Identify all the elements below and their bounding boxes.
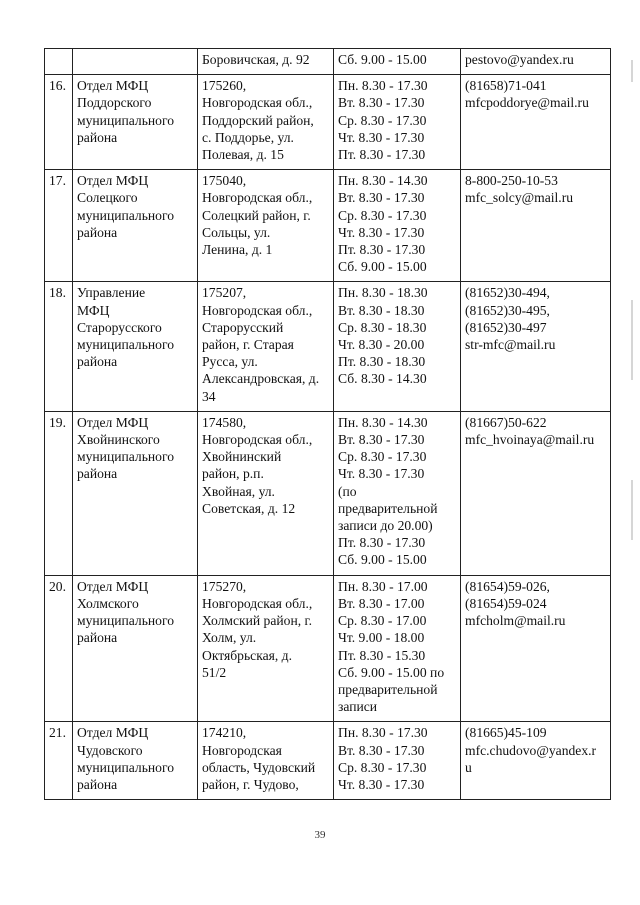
row-number-line: 19. (49, 414, 66, 430)
row-number-line: 17. (49, 173, 66, 189)
office-contacts-cell (461, 282, 611, 411)
office-name-line: Поддорского (77, 95, 152, 111)
table-row (45, 282, 611, 411)
office-contacts-cell (461, 722, 611, 800)
office-address-line: Поддорский район, (202, 112, 314, 128)
working-hours-line: записи до 20.00) (338, 518, 433, 534)
office-address-line: Советская, д. 12 (202, 500, 296, 516)
working-hours-line: Ср. 8.30 - 17.00 (338, 613, 427, 629)
office-contacts-cell (461, 170, 611, 282)
office-address-line: 174580, (202, 414, 247, 430)
table-row (45, 49, 611, 75)
office-contacts-cell (461, 49, 611, 75)
office-address-line: Холмский район, г. (202, 613, 312, 629)
office-address-cell (198, 575, 334, 722)
working-hours-line: Пт. 8.30 - 17.30 (338, 147, 426, 163)
office-name-cell (73, 49, 198, 75)
office-name-line: района (77, 466, 118, 482)
working-hours-line: Чт. 9.00 - 18.00 (338, 630, 425, 646)
working-hours-line: Чт. 8.30 - 17.30 (338, 224, 425, 240)
office-contacts-line: (81654)59-026, (465, 578, 550, 594)
working-hours-line: Ср. 8.30 - 17.30 (338, 207, 427, 223)
office-address-line: Новгородская обл., (202, 302, 313, 318)
office-contacts-cell (461, 411, 611, 575)
office-address-line: Боровичская, д. 92 (202, 52, 310, 67)
row-number-line: 20. (49, 578, 66, 594)
office-name-line: муниципального (77, 613, 175, 629)
office-address-line: с. Поддорье, ул. (202, 129, 294, 145)
office-contacts-line: (81654)59-024 (465, 595, 547, 611)
office-contacts-line: u (465, 759, 472, 775)
office-name-line: Отдел МФЦ (77, 578, 149, 594)
office-address-line: Новгородская (202, 742, 282, 758)
office-name-cell (73, 170, 198, 282)
working-hours-line: Вт. 8.30 - 18.30 (338, 302, 425, 318)
office-contacts-line: (81652)30-494, (465, 285, 550, 301)
office-address-line: Русса, ул. (202, 354, 258, 370)
working-hours-line: записи (338, 699, 378, 715)
working-hours-line: Пн. 8.30 - 17.00 (338, 578, 428, 594)
office-address-cell (198, 722, 334, 800)
office-name-line: МФЦ (77, 302, 110, 318)
office-address-cell (198, 411, 334, 575)
office-contacts-line: (81667)50-622 (465, 414, 547, 430)
office-name-line: Холмского (77, 595, 139, 611)
office-address-line: Октябрьская, д. (202, 647, 292, 663)
office-address-line: Хвойнинский (202, 449, 282, 465)
working-hours-line: Чт. 8.30 - 20.00 (338, 337, 425, 353)
office-address-line: Хвойная, ул. (202, 483, 275, 499)
office-contacts-line[interactable]: mfc_solcy@mail.ru (465, 190, 574, 206)
office-address-line: 175207, (202, 285, 247, 301)
working-hours-line: Чт. 8.30 - 17.30 (338, 129, 425, 145)
row-number-cell (45, 575, 73, 722)
working-hours-line: Вт. 8.30 - 17.30 (338, 742, 425, 758)
table-row (45, 75, 611, 170)
office-name-line: Управление (77, 285, 146, 301)
office-address-line: область, Чудовский (202, 759, 316, 775)
office-address-line: район, г. Чудово, (202, 776, 299, 792)
office-address-line: Солецкий район, г. (202, 207, 311, 223)
office-name-cell (73, 722, 198, 800)
office-name-cell (73, 282, 198, 411)
office-name-line: Чудовского (77, 742, 143, 758)
working-hours-line: Пт. 8.30 - 17.30 (338, 535, 426, 551)
office-address-cell (198, 282, 334, 411)
office-address-line: Полевая, д. 15 (202, 147, 284, 163)
working-hours-line: предварительной (338, 681, 438, 697)
row-number-cell (45, 49, 73, 75)
office-contacts-cell (461, 575, 611, 722)
row-number-cell (45, 722, 73, 800)
working-hours-line: Пт. 8.30 - 17.30 (338, 242, 426, 258)
office-address-line: Новгородская обл., (202, 432, 313, 448)
page-number: 39 (314, 829, 326, 841)
office-name-line: Старорусского (77, 319, 162, 335)
office-name-line: Отдел МФЦ (77, 414, 149, 430)
office-contacts-cell (461, 75, 611, 170)
office-address-line: Ленина, д. 1 (202, 242, 273, 258)
office-address-line: район, г. Старая (202, 337, 294, 353)
working-hours-line: Ср. 8.30 - 17.30 (338, 449, 427, 465)
working-hours-line: Вт. 8.30 - 17.30 (338, 95, 425, 111)
office-address-line: 34 (202, 388, 216, 404)
office-name-line: района (77, 776, 118, 792)
office-contacts-line[interactable]: pestovo@yandex.ru (465, 52, 574, 67)
office-name-cell (73, 75, 198, 170)
office-contacts-line: (81652)30-497 (465, 319, 547, 335)
office-address-line: 51/2 (202, 664, 227, 680)
row-number-cell (45, 75, 73, 170)
row-number-line: 18. (49, 285, 66, 301)
working-hours-line: Чт. 8.30 - 17.30 (338, 466, 425, 482)
working-hours-line: Ср. 8.30 - 18.30 (338, 319, 427, 335)
working-hours-line: Вт. 8.30 - 17.30 (338, 432, 425, 448)
office-name-line: муниципального (77, 759, 175, 775)
working-hours-line: Ср. 8.30 - 17.30 (338, 759, 427, 775)
working-hours-line: Вт. 8.30 - 17.30 (338, 190, 425, 206)
office-address-line: Старорусский (202, 319, 284, 335)
office-name-cell (73, 575, 198, 722)
working-hours-cell (334, 282, 461, 411)
office-address-cell (198, 49, 334, 75)
table-row (45, 170, 611, 282)
row-number-cell (45, 411, 73, 575)
office-name-line: района (77, 224, 118, 240)
office-contacts-line: 8-800-250-10-53 (465, 173, 558, 189)
working-hours-cell (334, 170, 461, 282)
working-hours-line: предварительной (338, 500, 438, 516)
office-address-line: 175260, (202, 78, 247, 94)
mfc-offices-table (44, 48, 611, 800)
office-address-line: 175270, (202, 578, 247, 594)
office-address-line: Сольцы, ул. (202, 224, 271, 240)
office-name-line: муниципального (77, 112, 175, 128)
working-hours-cell (334, 75, 461, 170)
working-hours-cell (334, 411, 461, 575)
working-hours-cell (334, 49, 461, 75)
scan-edge-mark (631, 480, 633, 540)
working-hours-line: Ср. 8.30 - 17.30 (338, 112, 427, 128)
working-hours-cell (334, 722, 461, 800)
office-name-line: Отдел МФЦ (77, 725, 149, 741)
office-contacts-line: (81658)71-041 (465, 78, 547, 94)
working-hours-line: Пт. 8.30 - 15.30 (338, 647, 426, 663)
table-row (45, 575, 611, 722)
office-address-line: Холм, ул. (202, 630, 257, 646)
row-number-cell (45, 282, 73, 411)
office-name-cell (73, 411, 198, 575)
working-hours-line: (по (338, 483, 357, 499)
working-hours-line: Сб. 9.00 - 15.00 (338, 52, 427, 67)
row-number-line: 16. (49, 78, 66, 94)
office-name-line: района (77, 129, 118, 145)
office-name-line: муниципального (77, 337, 175, 353)
working-hours-line: Сб. 9.00 - 15.00 по (338, 664, 445, 680)
office-address-line: район, р.п. (202, 466, 264, 482)
scan-edge-mark (631, 300, 633, 380)
office-contacts-line[interactable]: mfc_hvoinaya@mail.ru (465, 432, 595, 448)
working-hours-line: Сб. 9.00 - 15.00 (338, 259, 427, 275)
office-name-line: района (77, 630, 118, 646)
office-name-line: муниципального (77, 449, 175, 465)
office-contacts-line: (81665)45-109 (465, 725, 547, 741)
row-number-cell (45, 170, 73, 282)
office-name-line: Отдел МФЦ (77, 173, 149, 189)
row-number-line: 21. (49, 725, 66, 741)
office-address-line: Александровская, д. (202, 371, 320, 387)
working-hours-line: Сб. 9.00 - 15.00 (338, 552, 427, 568)
office-address-line: Новгородская обл., (202, 595, 313, 611)
working-hours-line: Пн. 8.30 - 18.30 (338, 285, 428, 301)
office-name-line: Хвойнинского (77, 432, 160, 448)
office-address-line: Новгородская обл., (202, 190, 313, 206)
scan-edge-mark (631, 60, 633, 82)
office-name-line: Отдел МФЦ (77, 78, 149, 94)
working-hours-line: Пн. 8.30 - 14.30 (338, 173, 428, 189)
working-hours-line: Пн. 8.30 - 14.30 (338, 414, 428, 430)
office-name-line: муниципального (77, 207, 175, 223)
office-contacts-line[interactable]: mfc.chudovo@yandex.r (465, 742, 597, 758)
working-hours-line: Пн. 8.30 - 17.30 (338, 78, 428, 94)
table-body (45, 49, 611, 800)
table-row (45, 722, 611, 800)
office-address-line: 175040, (202, 173, 247, 189)
office-address-line: 174210, (202, 725, 247, 741)
office-address-cell (198, 170, 334, 282)
office-contacts-line[interactable]: mfcholm@mail.ru (465, 613, 566, 629)
working-hours-line: Вт. 8.30 - 17.00 (338, 595, 425, 611)
working-hours-line: Чт. 8.30 - 17.30 (338, 776, 425, 792)
office-address-line: Новгородская обл., (202, 95, 313, 111)
office-contacts-line: (81652)30-495, (465, 302, 550, 318)
office-name-line: района (77, 354, 118, 370)
office-name-line: Солецкого (77, 190, 138, 206)
working-hours-line: Сб. 8.30 - 14.30 (338, 371, 427, 387)
working-hours-line: Пт. 8.30 - 18.30 (338, 354, 426, 370)
working-hours-line: Пн. 8.30 - 17.30 (338, 725, 428, 741)
table-row (45, 411, 611, 575)
office-contacts-line[interactable]: str-mfc@mail.ru (465, 337, 556, 353)
working-hours-cell (334, 575, 461, 722)
office-address-cell (198, 75, 334, 170)
office-contacts-line[interactable]: mfcpoddorye@mail.ru (465, 95, 589, 111)
